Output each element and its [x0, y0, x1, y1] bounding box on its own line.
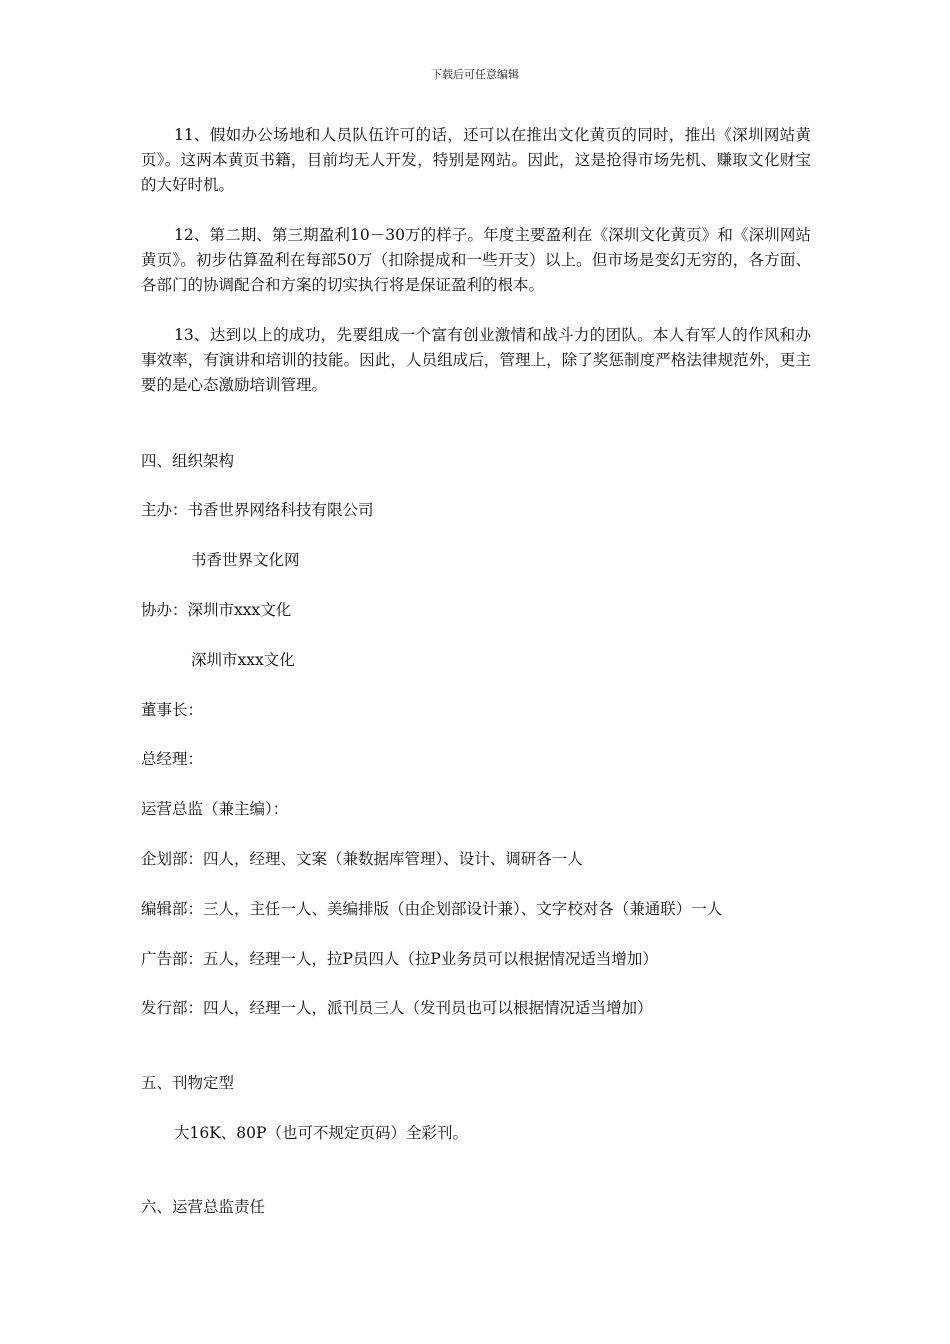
- header-note: 下载后可任意编辑: [431, 68, 519, 81]
- planning-dept-line: 企划部：四人，经理、文案（兼数据库管理）、设计、调研各一人: [141, 850, 583, 868]
- host-line-2: 书香世界文化网: [191, 551, 300, 569]
- chairman-line: 董事长：: [141, 701, 204, 719]
- ops-director-line: 运营总监（兼主编）：: [141, 800, 289, 818]
- paragraph-12: 12、第二期、第三期盈利10－30万的样子。年度主要盈利在《深圳文化黄页》和《深圳网站黄页》。初步估算盈利在每部50万（扣除提成和一些开支）以上。但市场是变幻无穷的，各方面、各部门的协调配合和方案的切实执行将是保证盈利的根本。: [141, 226, 811, 294]
- distribution-dept-line: 发行部：四人，经理一人，派刊员三人（发刊员也可以根据情况适当增加）: [141, 999, 653, 1017]
- section-heading-ops-duty: 六、运营总监责任: [141, 1198, 266, 1216]
- format-body: 大16K、80P（也可不规定页码）全彩刊。: [174, 1124, 468, 1142]
- section-heading-org: 四、组织架构: [141, 452, 235, 470]
- advertising-dept-line: 广告部：五人，经理一人，拉P员四人（拉P业务员可以根据情况适当增加）: [141, 950, 658, 968]
- gm-line: 总经理：: [141, 750, 204, 768]
- host-line: 主办：书香世界网络科技有限公司: [141, 501, 374, 519]
- paragraph-13: 13、达到以上的成功，先要组成一个富有创业激情和战斗力的团队。本人有军人的作风和办事效率，有演讲和培训的技能。因此，人员组成后，管理上，除了奖惩制度严格法律规范外，更主要的是心态激励培训管理。: [141, 326, 811, 394]
- co-host-line-2: 深圳市xxx文化: [191, 651, 295, 669]
- co-host-line: 协办：深圳市xxx文化: [141, 601, 292, 619]
- paragraph-11: 11、假如办公场地和人员队伍许可的话，还可以在推出文化黄页的同时，推出《深圳网站黄页》。这两本黄页书籍，目前均无人开发，特别是网站。因此，这是抢得市场先机、赚取文化财宝的大好时机。: [141, 126, 811, 194]
- section-heading-format: 五、刊物定型: [141, 1074, 235, 1092]
- editing-dept-line: 编辑部：三人，主任一人、美编排版（由企划部设计兼）、文字校对各（兼通联）一人: [141, 900, 723, 918]
